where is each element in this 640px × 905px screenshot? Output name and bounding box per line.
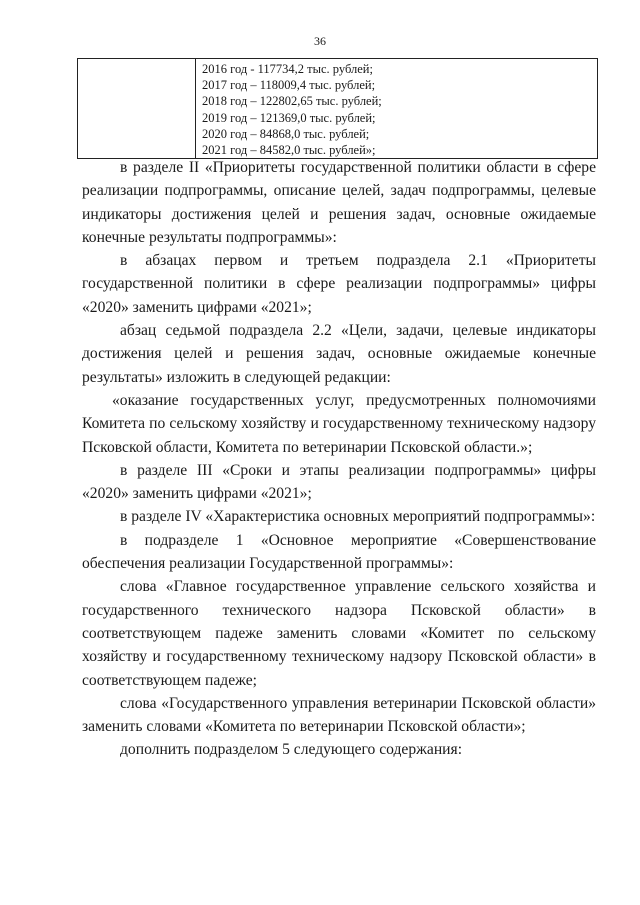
paragraph-subsection-2-1: в абзацах первом и третьем подраздела 2.1 «Приоритеты государственной политики в сфере реализации подпрограммы» цифры «2020» заменить цифрами «2021»;: [82, 252, 596, 316]
paragraph-words-replacement-2: слова «Государственного управления ветеринарии Псковской области» заменить словами «Комитета по ветеринарии Псковской области»;: [82, 694, 596, 736]
funding-table: [77, 58, 598, 159]
document-body: [82, 156, 596, 762]
funding-line-2021: 2021 год – 84582,0 тыс. рублей»;: [202, 143, 376, 158]
paragraph-add-subsection-5: дополнить подразделом 5 следующего содержания:: [120, 741, 463, 759]
funding-line-2018: 2018 год – 122802,65 тыс. рублей;: [202, 94, 382, 109]
paragraph-section-2: в разделе II «Приоритеты государственной политики области в сфере реализации подпрограммы, описание целей, задач подпрограммы, целевые индикаторы достижения целей и решения задач, основные ожидаемые конечные результаты подпрограммы»:: [82, 159, 596, 246]
page-number: 36: [314, 34, 326, 48]
paragraph-section-4: в разделе IV «Характеристика основных мероприятий подпрограммы»:: [120, 508, 596, 526]
paragraph-subsection-1: в подразделе 1 «Основное мероприятие «Совершенствование обеспечения реализации Государственной программы»:: [82, 531, 596, 573]
paragraph-words-replacement-1: слова «Главное государственное управление сельского хозяйства и государственного технического надзора Псковской области» в соответствующем падеже заменить словами «Комитет по сельскому хозяйству и государственному техническому надзору Псковской области» в соответствующем падеже;: [82, 578, 596, 689]
funding-line-2020: 2020 год – 84868,0 тыс. рублей;: [202, 126, 370, 141]
paragraph-quoted-text: «оказание государственных услуг, предусмотренных полномочиями Комитета по сельскому хозяйству и государственному техническому надзору Псковской области, Комитета по ветеринарии Псковской области.»;: [82, 391, 596, 456]
funding-line-2016: 2016 год - 117734,2 тыс. рублей;: [202, 62, 373, 76]
funding-line-2019: 2019 год – 121369,0 тыс. рублей;: [202, 110, 376, 125]
paragraph-section-3: в разделе III «Сроки и этапы реализации подпрограммы» цифры «2020» заменить цифрами «2021»;: [82, 461, 596, 503]
funding-line-2017: 2017 год – 118009,4 тыс. рублей;: [202, 78, 376, 93]
funding-table-label-cell: [78, 59, 196, 158]
funding-table-values-cell: [196, 59, 597, 158]
paragraph-subsection-2-2: абзац седьмой подраздела 2.2 «Цели, задачи, целевые индикаторы достижения целей и решения задач, основные ожидаемые конечные результаты» изложить в следующей редакции:: [82, 322, 596, 386]
